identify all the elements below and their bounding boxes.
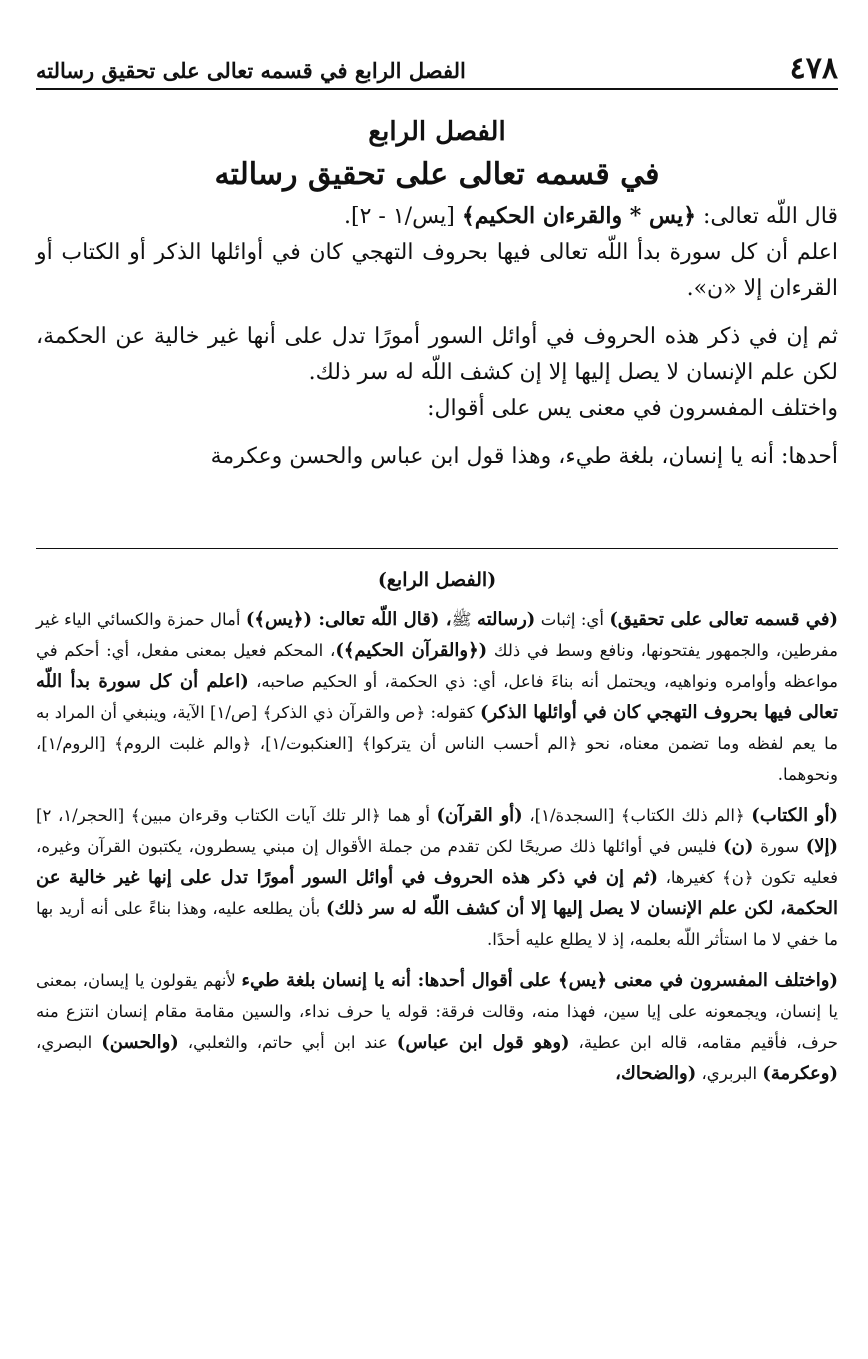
page-number: ٤٧٨ — [789, 51, 838, 86]
emphasized-text: (وهو قول ابن عباس) — [396, 1032, 570, 1053]
commentary-text: البصري، — [36, 1033, 102, 1052]
quran-verse: ﴿يس * والقرءان الحكيم﴾ — [461, 203, 697, 229]
commentary-paragraph — [36, 965, 838, 1089]
emphasized-text: (والحسن) — [101, 1032, 179, 1053]
book-page — [36, 0, 838, 1359]
commentary-text: لأنهم يقولون يا إيسان، بمعنى يا إنسان، ويجمعونه على إيا سين، فهذا منه، وقالت فرقة: قوله يا حرف نداء، والسين مقامة مقام إنسان انتزع منه حرف، فأقيم مقامه، قاله ابن عطية، — [36, 971, 838, 1052]
commentary-text: أو هما ﴿الر تلك آيات الكتاب وقرءان مبين﴾ [الحجر/١، ٢] — [36, 806, 437, 825]
emphasized-text: (في قسمه تعالى على تحقيق) — [609, 609, 838, 630]
main-paragraph: واختلف المفسرون في معنى يس على أقوال: — [427, 396, 838, 421]
running-header — [36, 46, 838, 90]
commentary — [36, 566, 838, 1346]
main-paragraph: اعلم أن كل سورة بدأ اللّه تعالى فيها بحروف التهجي كان في أوائلها الذكر أو الكتاب أو القرءان إلا «ن». — [36, 240, 838, 301]
running-title: الفصل الرابع في قسمه تعالى على تحقيق رسالته — [36, 58, 466, 83]
emphasized-text: (رسالته — [476, 609, 536, 630]
emphasized-text: (﴿والقرآن الحكيم﴾) — [335, 640, 488, 661]
main-paragraph: أحدها: أنه يا إنسان، بلغة طيء، وهذا قول ابن عباس والحسن وعكرمة — [210, 444, 838, 469]
commentary-text: البربري، — [696, 1064, 763, 1083]
emphasized-text: (إلا) — [805, 836, 838, 857]
emphasized-text: (اعلم أن كل سورة بدأ اللّه تعالى فيها بحروف التهجي كان في أوائلها الذكر) — [36, 671, 838, 723]
emphasized-text: ، (قال اللّه تعالى: (﴿يس﴾) — [245, 609, 452, 630]
commentary-paragraph — [36, 604, 838, 790]
main-text — [36, 112, 838, 548]
chapter-title: الفصل الرابع — [368, 117, 506, 147]
verse-line — [36, 198, 838, 235]
commentary-text: عند ابن أبي حاتم، والثعلبي، — [178, 1033, 397, 1052]
commentary-heading: (الفصل الرابع) — [377, 569, 497, 591]
commentary-text: ﴿الم ذلك الكتاب﴾ [السجدة/١]، — [522, 806, 752, 825]
commentary-text: كقوله: ﴿ص والقرآن ذي الذكر﴾ [ص/١] الآية، وينبغي أن المراد به ما يعم لفظه وما تضمن معناه، نحو ﴿الم أحسب الناس أن يتركوا﴾ [العنكبوت/١]، ﴿والم غلبت الروم﴾ [الروم/١]، ونحوهما. — [36, 703, 838, 784]
commentary-text: ﷺ — [451, 610, 477, 629]
main-paragraph: ثم إن في ذكر هذه الحروف في أوائل السور أمورًا تدل على أنها غير خالية عن الحكمة، لكن علم الإنسان لا يصل إليها إلا إن كشف اللّه له سر ذلك. — [36, 324, 838, 385]
commentary-text: بأن يطلعه عليه، وهذا بناءً على أنه أريد بها ما خفي لا ما استأثر اللّه بعلمه، إذ لا يطلع عليه أحدًا. — [36, 899, 838, 949]
emphasized-text: (أو القرآن) — [436, 805, 523, 826]
emphasized-text: (وعكرمة) — [762, 1063, 838, 1084]
emphasized-text: (ن) — [723, 836, 754, 857]
emphasized-text: (أو الكتاب) — [751, 805, 838, 826]
commentary-text: أي: إثبات — [535, 610, 610, 629]
verse-intro: قال اللّه تعالى: — [696, 204, 838, 229]
verse-reference: [يس/١ - ٢]. — [344, 204, 462, 229]
emphasized-text: (والضحاك، — [615, 1063, 697, 1084]
commentary-text: ، المحكم فعيل بمعنى مفعل، أي: أحكم في مواعظه وأوامره ونواهيه، ويحتمل أنه بناءَ فاعل، أي: ذي الحكمة، أو الحكيم صاحبه، — [36, 641, 838, 691]
commentary-text: أمال حمزة والكسائي الياء غير مفرطين، والجمهور يفتحونها، ونافع وسط في ذلك — [36, 610, 838, 660]
emphasized-text: (واختلف المفسرون في معنى ﴿يس﴾ على أقوال أحدها: أنه يا إنسان بلغة طيء — [241, 970, 839, 991]
commentary-paragraph — [36, 800, 838, 955]
commentary-text: سورة — [753, 837, 806, 856]
commentary-text: فليس في أوائلها ذلك صريحًا لكن تقدم من جملة الأقوال إن مبني يسطرون، يكتبون القرآن وغيره، فعليه تكون ﴿ن﴾ كغيرها، — [36, 837, 838, 887]
footnote-divider — [36, 548, 838, 549]
chapter-subtitle: في قسمه تعالى على تحقيق رسالته — [214, 157, 660, 192]
emphasized-text: (ثم إن في ذكر هذه الحروف في أوائل السور أمورًا تدل على إنها غير خالية عن الحكمة، لكن علم الإنسان لا يصل إليها إلا أن كشف اللّه له سر ذلك) — [36, 867, 838, 919]
